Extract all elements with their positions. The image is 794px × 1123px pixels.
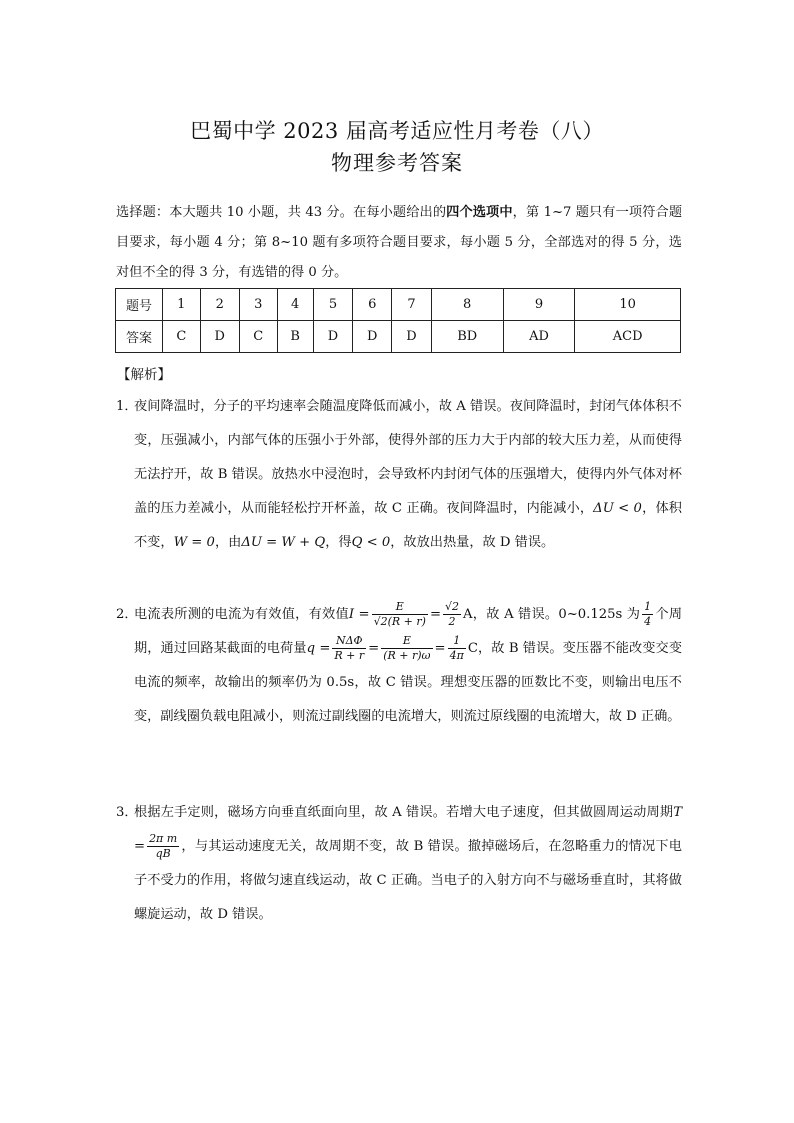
table-cell-number: 10 [575,289,681,321]
item-number: 3． [116,805,138,820]
table-cell-answer: B [277,321,313,353]
item-text: ，得 [325,535,352,550]
item-text: ，与其运动速度无关，故周期不变，故 B 错误。撤掉磁场后，在忽略重力的情况下电子不受力的作用，将做匀速直线运动，故 C 正确。当电子的入射方向不与磁场垂直时，其将做螺旋运动，故 D 错误。 [134,839,682,922]
intro-rest: ，第 1~7 题只有一项符合题目要求，每小题 4 分；第 8~10 题有多项符合题目要求，每小题 5 分，全部选对的得 5 分，选对但不全的得 3 分，有选错的得 0 分。 [116,205,683,280]
math-expression: W = 0 [173,535,215,550]
fraction-denominator: qB [155,847,171,860]
analysis-item-3 [116,796,682,932]
item-text: 夜间降温时，分子的平均速率会随温度降低而减小，故 A 错误。夜间降温时，封闭气体体积不变，压强减小，内部气体的压强小于外部，使得外部的压力大于内部的较大压力差，从而使得无法拧开，故 B 错误。放热水中浸泡时，会导致杯内封闭气体的压强增大，使得内外气体对杯盖的压力差减小，从而能轻松拧开杯盖，故 C 正确。夜间降温时，内能减小， [134,399,682,516]
item-text: C，故 B 错误。变压器不能改变交变电流的频率，故输出的频率仍为 0.5s，故 C 错误。理想变压器的匝数比不变，则输出电压不变，副线圈负载电阻减小，则流过副线圈的电流增大，则流过原线圈的电流增大，故 D 正确。 [134,641,683,724]
intro-bold: 四个选项中 [446,205,513,220]
table-cell-answer: D [200,321,239,353]
fraction-numerator: E [381,634,432,649]
table-cell-answer: BD [431,321,503,353]
table-cell-number: 6 [353,289,392,321]
answer-table [115,288,681,353]
table-row-answers [116,321,681,353]
math-expression: T = [134,805,682,854]
math-expression: q = [306,641,331,656]
table-cell-answer: D [392,321,431,353]
fraction-denominator: 4 [644,615,652,628]
item-body [134,796,682,932]
item-text: ，体积不变， [134,501,682,550]
intro-paragraph [116,198,682,288]
math-fraction [372,600,428,629]
item-text: ，由 [214,535,242,550]
table-cell-number: 7 [392,289,431,321]
fraction-numerator: 1 [448,634,466,649]
item-text: ，故放出热量，故 D 错误。 [390,535,555,550]
fraction-numerator: 1 [644,600,652,613]
math-expression: ΔU = W + Q [241,535,326,550]
analysis-item-1 [116,390,682,560]
math-expression: = [434,641,446,656]
table-header-label: 题号 [116,289,163,321]
math-fraction [642,600,653,629]
fraction-numerator: NΔΦ [332,634,366,649]
item-body [134,598,682,734]
table-cell-answer: D [313,321,352,353]
math-expression: Q < 0 [351,535,391,550]
fraction-numerator: E [372,600,428,615]
item-text: 个周期，通过回路某截面的电荷量 [134,607,683,656]
fraction-denominator: R + r [334,649,365,662]
table-cell-answer: C [163,321,201,353]
fraction-numerator: 2π m [149,832,178,845]
table-cell-answer: C [239,321,277,353]
table-answer-label: 答案 [116,321,163,353]
table-cell-number: 3 [239,289,277,321]
fraction-denominator: √2(R + r) [373,615,426,628]
item-text: 电流表所测的电流为有效值，有效值 [134,607,349,622]
table-cell-number: 8 [431,289,503,321]
item-number: 1． [116,399,138,414]
math-fraction [448,634,466,663]
math-expression: I = [348,607,370,622]
fraction-denominator: 2 [448,615,456,628]
intro-lead: 选择题：本大题共 10 小题，共 43 分。在每小题给出的 [116,205,447,220]
table-cell-answer: AD [503,321,575,353]
table-row-numbers [116,289,681,321]
item-number: 2． [116,607,138,622]
table-cell-answer: D [353,321,392,353]
table-cell-number: 1 [163,289,201,321]
page-subtitle: 物理参考答案 [331,151,463,175]
analysis-heading: 【解析】 [117,367,171,383]
page-title: 巴蜀中学 2023 届高考适应性月考卷（八） [190,119,604,143]
table-cell-number: 5 [313,289,352,321]
math-fraction [332,634,366,663]
math-fraction [147,832,179,861]
table-cell-number: 9 [503,289,575,321]
table-cell-answer: ACD [575,321,681,353]
item-text: 根据左手定则，磁场方向垂直纸面向里，故 A 错误。若增大电子速度，但其做圆周运动周期 [134,805,674,820]
fraction-numerator: √2 [445,600,460,613]
math-expression: ΔU < 0 [593,501,642,516]
table-cell-number: 4 [277,289,313,321]
fraction-denominator: 4π [449,649,464,662]
math-fraction [443,600,461,629]
analysis-item-2 [116,598,682,734]
math-expression: = [429,607,441,622]
item-body [134,390,682,560]
fraction-denominator: (R + r)ω [383,649,431,662]
math-fraction [381,634,432,663]
item-text: A，故 A 错误。0~0.125s 为 [463,607,641,622]
math-expression: = [368,641,380,656]
table-cell-number: 2 [200,289,239,321]
